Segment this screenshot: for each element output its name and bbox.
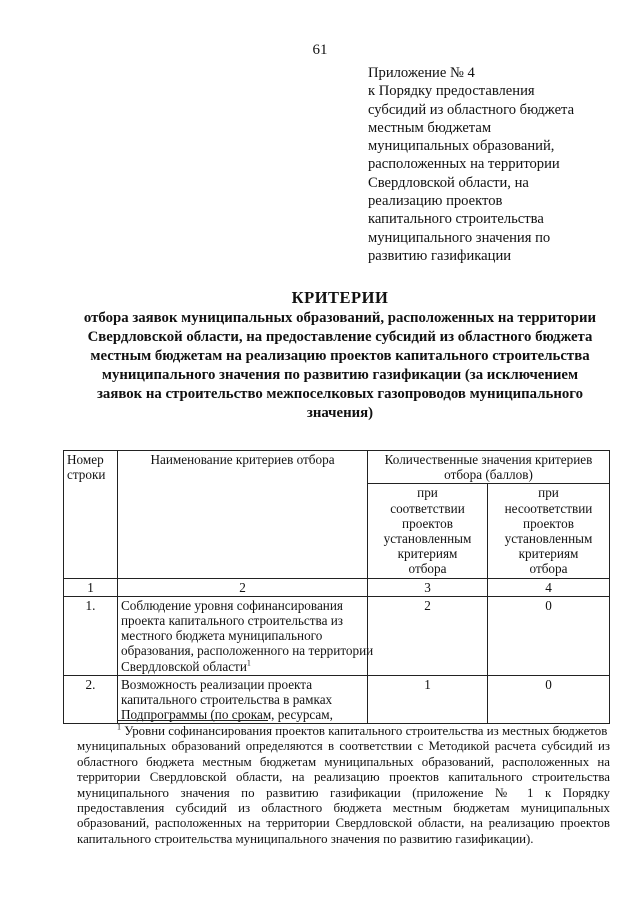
document-heading — [60, 288, 620, 423]
criterion-text: Возможность реализации проекта капитального строительства в рамках Подпрограммы (по срокам, ресурсам, — [118, 675, 368, 724]
criteria-table — [63, 450, 610, 724]
table-header-row — [64, 451, 610, 484]
criterion-text: Соблюдение уровня софинансирования проекта капитального строительства из местного бюджета муниципального образования, расположенного на территории Свердловской области$^1$ — [118, 596, 368, 675]
appendix-reference — [368, 64, 608, 265]
appendix-line: к Порядку предоставления — [368, 83, 535, 100]
footnote-separator — [118, 720, 268, 721]
footnote-mark: 1 — [117, 722, 121, 732]
footnote-first-line: Уровни софинансирования проектов капитального строительства из местных бюджетов — [124, 724, 608, 738]
row-number: 1. — [64, 596, 118, 675]
subtitle-line: Свердловской области, на предоставление субсидий из областного бюджета — [87, 329, 593, 345]
column-number: 3 — [368, 578, 488, 596]
appendix-line: капитального строительства — [368, 211, 544, 228]
appendix-line: муниципального значения по — [368, 229, 551, 246]
footnote-body: муниципальных образований определяются в соответствии с Методикой расчета субсидий из областного бюджета местным бюджетам муниципальных образований, расположенных на территории Свердловской области, на реализацию проектов капитального строительства муниципального значения по развитию газификации (приложение № 1 к Порядку предоставления субсидий из областного бюджета местным бюджетам муниципальных образований, расположенных на территории Свердловской области, на реализацию проектов капитального строительства муниципального значения по развитию газификации). — [77, 739, 610, 846]
subtitle-line: местным бюджетам на реализацию проектов капитального строительства — [90, 348, 590, 364]
subtitle-line: отбора заявок муниципальных образований, расположенных на территории — [83, 310, 597, 326]
document-subtitle — [60, 309, 620, 423]
compliant-score: 1 — [368, 675, 488, 724]
header-non-compliant: при несоответствии проектов установленным критериям отбора — [488, 484, 610, 578]
page-number: 61 — [312, 42, 328, 58]
appendix-line: Свердловской области, на — [368, 174, 529, 191]
column-number-row — [64, 578, 610, 596]
non-compliant-score: 0 — [488, 596, 610, 675]
footnote — [77, 724, 610, 847]
footnote-mark: 1 — [246, 658, 251, 668]
subtitle-line: заявок на строительство межпоселковых газопроводов муниципального — [96, 386, 584, 402]
header-criteria-name: Наименование критериев отбора — [118, 451, 368, 579]
document-title: КРИТЕРИИ — [291, 288, 389, 307]
appendix-line: субсидий из областного бюджета — [368, 101, 575, 118]
header-row-number: Номер строки — [64, 451, 118, 579]
table-row — [64, 675, 610, 724]
table-row — [64, 596, 610, 675]
row-number: 2. — [64, 675, 118, 724]
appendix-line: муниципальных образований, — [368, 138, 555, 155]
appendix-line: развитию газификации — [368, 247, 512, 264]
subtitle-line: значения) — [306, 405, 374, 421]
appendix-line: расположенных на территории — [368, 156, 560, 173]
column-number: 4 — [488, 578, 610, 596]
appendix-line: местным бюджетам — [368, 119, 492, 136]
column-number: 2 — [118, 578, 368, 596]
non-compliant-score: 0 — [488, 675, 610, 724]
subtitle-line: муниципального значения по развитию газификации (за исключением — [101, 367, 579, 383]
compliant-score: 2 — [368, 596, 488, 675]
appendix-line: реализацию проектов — [368, 193, 503, 210]
header-quantitative-values: Количественные значения критериев отбора (баллов) — [368, 451, 610, 484]
appendix-line: Приложение № 4 — [368, 65, 475, 81]
column-number: 1 — [64, 578, 118, 596]
header-compliant: при соответствии проектов установленным критериям отбора — [368, 484, 488, 578]
